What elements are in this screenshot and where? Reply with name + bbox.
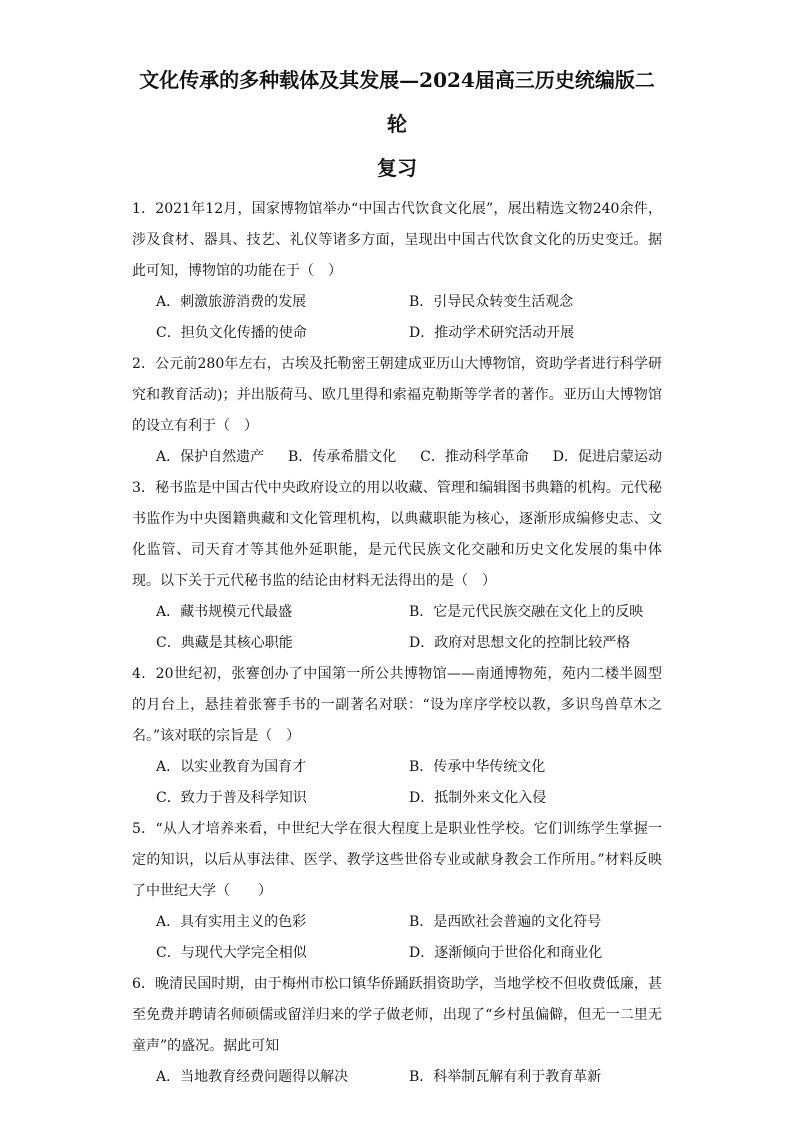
option-b: B．引导民众转变生活观念 xyxy=(409,294,574,310)
option-d: D．逐渐倾向于世俗化和商业化 xyxy=(409,945,603,961)
option-list xyxy=(132,287,662,349)
question-1 xyxy=(132,194,662,349)
document-title xyxy=(132,58,662,190)
option-c: C．典藏是其核心职能 xyxy=(156,635,293,651)
question-stem: 5．“从人才培养来看，中世纪大学在很大程度上是职业性学校。它们训练学生掌握一定的知识，以后从事法律、医学、教学这些世俗专业或献身教会工作所用。”材料反映了中世纪大学（ ） xyxy=(132,821,662,899)
option-a: A．保护自然遗产 xyxy=(156,449,265,465)
question-stem: 6．晚清民国时期，由于梅州市松口镇华侨踊跃捐资助学，当地学校不但收费低廉，甚至免费并聘请名师硕儒或留洋归来的学子做老师，出现了“乡村虽偏僻，但无一二里无童声”的盛况。据此可知 xyxy=(132,976,662,1054)
option-list xyxy=(132,442,662,473)
title-line-2: 复习 xyxy=(377,156,417,180)
option-a: A．以实业教育为国育才 xyxy=(156,759,307,775)
option-list xyxy=(132,1062,662,1093)
option-b: B．传承中华传统文化 xyxy=(409,759,546,775)
option-d: D．抵制外来文化入侵 xyxy=(409,790,547,806)
question-list xyxy=(132,194,662,1093)
option-b: B．是西欧社会普遍的文化符号 xyxy=(409,914,602,930)
title-line-1: 文化传承的多种载体及其发展—2024届高三历史统编版二轮 xyxy=(139,68,655,136)
question-6 xyxy=(132,969,662,1093)
option-b: B．科举制瓦解有利于教育革新 xyxy=(409,1069,602,1085)
option-b: B．传承希腊文化 xyxy=(288,449,397,465)
question-stem: 2．公元前280年左右，古埃及托勒密王朝建成亚历山大博物馆，资助学者进行科学研究和教育活动)；并出版荷马、欧几里得和索福克勒斯等学者的著作。亚历山大博物馆的设立有利于（ ） xyxy=(132,356,662,434)
option-c: C．与现代大学完全相似 xyxy=(156,945,307,961)
option-d: D．促进启蒙运动 xyxy=(552,449,662,465)
option-d: D．政府对思想文化的控制比较严格 xyxy=(409,635,631,651)
option-a: A．具有实用主义的色彩 xyxy=(156,914,307,930)
option-c: C．致力于普及科学知识 xyxy=(156,790,307,806)
option-list xyxy=(132,752,662,814)
question-2 xyxy=(132,349,662,473)
option-d: D．推动学术研究活动开展 xyxy=(409,325,575,341)
question-5 xyxy=(132,814,662,969)
option-list xyxy=(132,597,662,659)
question-4 xyxy=(132,659,662,814)
option-c: C．担负文化传播的使命 xyxy=(156,325,307,341)
question-stem: 1．2021年12月，国家博物馆举办“中国古代饮食文化展”，展出精选文物240余件，涉及食材、器具、技艺、礼仪等诸多方面，呈现出中国古代饮食文化的历史变迁。据此可知，博物馆的功能在于（ ） xyxy=(132,201,662,279)
option-a: A．刺激旅游消费的发展 xyxy=(156,294,307,310)
option-c: C．推动科学革命 xyxy=(420,449,529,465)
option-a: A．藏书规模元代最盛 xyxy=(156,604,293,620)
question-3 xyxy=(132,473,662,659)
option-list xyxy=(132,907,662,969)
question-stem: 3．秘书监是中国古代中央政府设立的用以收藏、管理和编辑图书典籍的机构。元代秘书监作为中央图籍典藏和文化管理机构，以典藏职能为核心，逐渐形成编修史志、文化监管、司天育才等其他外延职能，是元代民族文化交融和历史文化发展的集中体现。以下关于元代秘书监的结论由材料无法得出的是（ ） xyxy=(132,480,662,589)
option-b: B．它是元代民族交融在文化上的反映 xyxy=(409,604,644,620)
option-a: A．当地教育经费问题得以解决 xyxy=(156,1069,349,1085)
question-stem: 4．20世纪初，张謇创办了中国第一所公共博物馆——南通博物苑，苑内二楼半圆型的月台上，悬挂着张謇手书的一副著名对联：“设为庠序学校以教，多识鸟兽草木之名。”该对联的宗旨是（ ） xyxy=(132,666,662,744)
